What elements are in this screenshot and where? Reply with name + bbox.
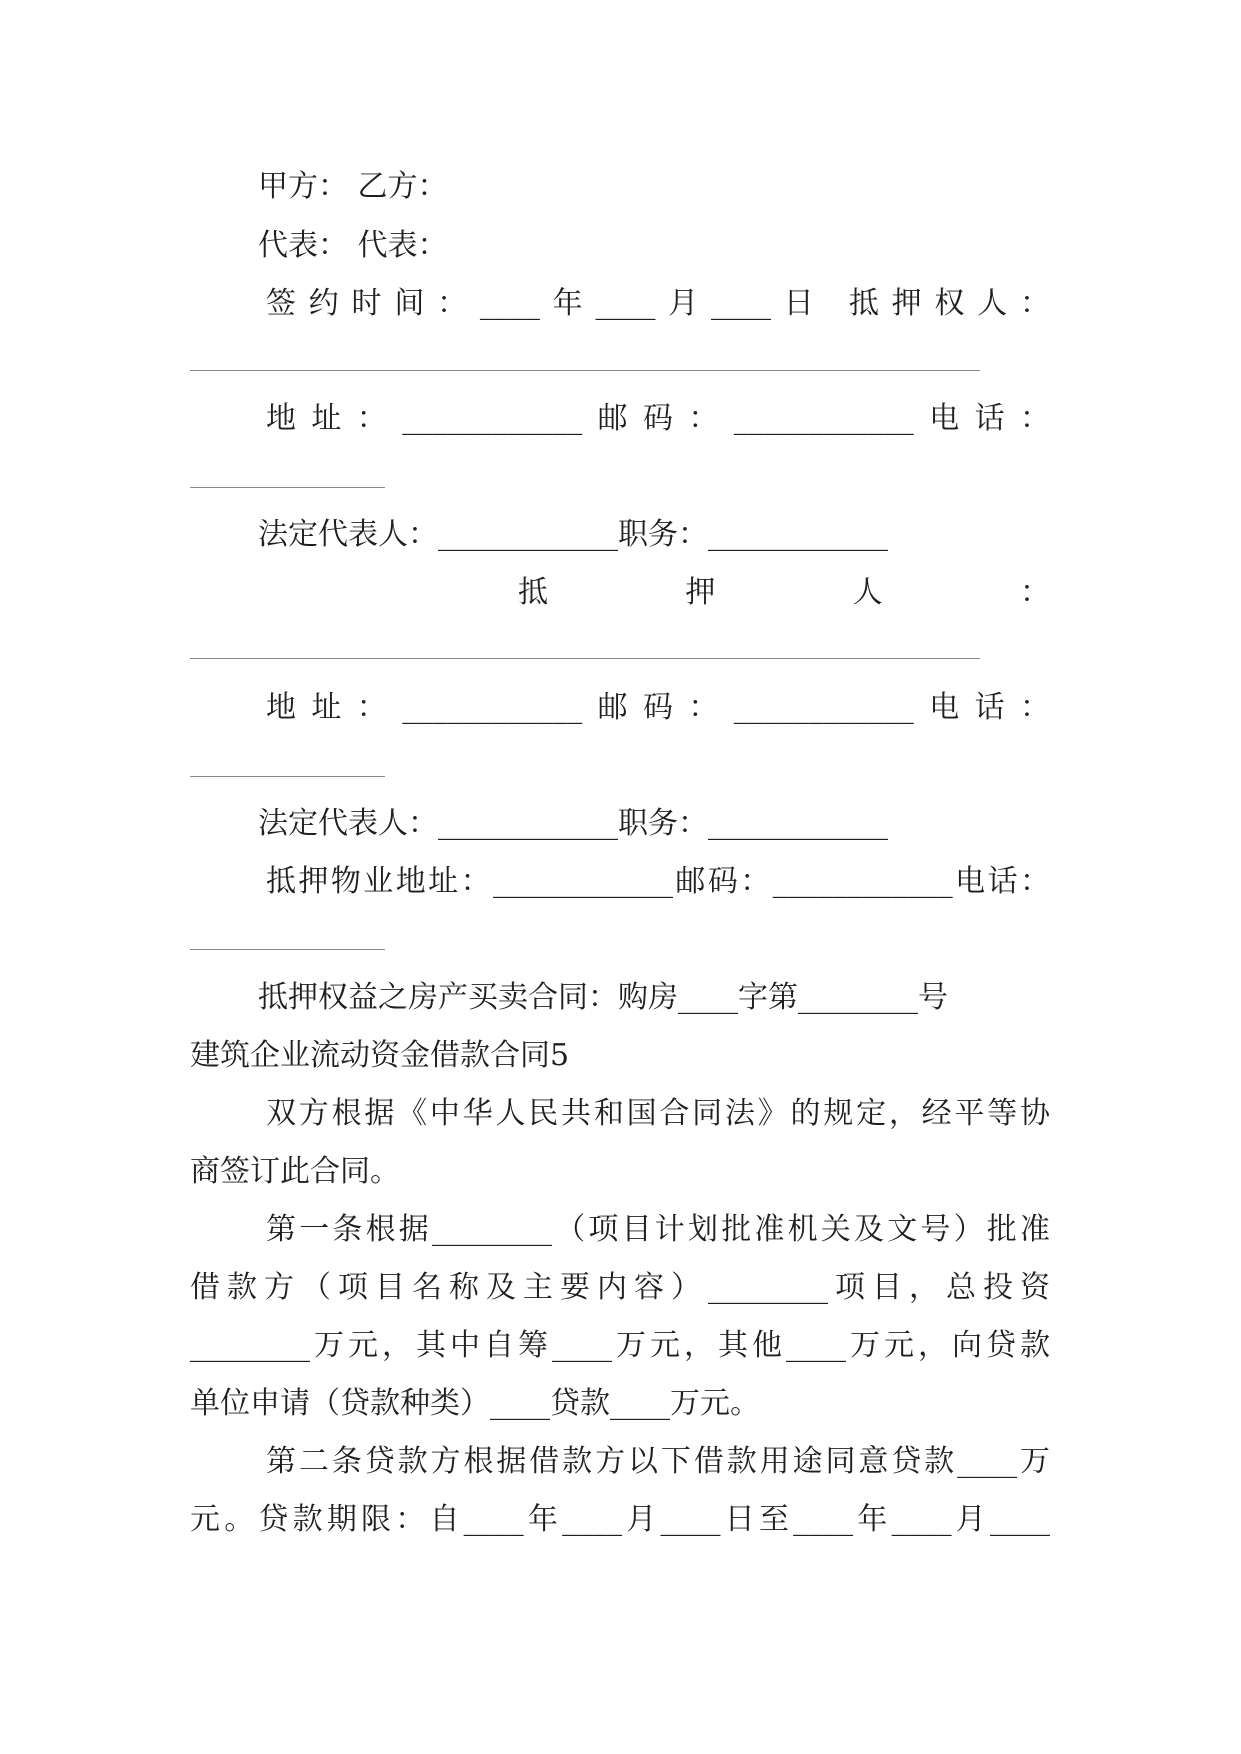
body-line: 单位申请（贷款种类）____贷款____万元。 <box>190 1386 760 1421</box>
blank-rule <box>190 949 385 950</box>
article-two-line: 第二条贷款方根据借款方以下借款用途同意贷款____万 <box>266 1444 1050 1479</box>
sale-contract-line: 抵押权益之房产买卖合同：购房____字第________号 <box>258 980 948 1015</box>
signing-date-line: 签约时间：____年____月____日 抵押权人： <box>266 286 1050 321</box>
mortgagor-address-line: 地址：____________邮码：____________电话： <box>266 690 1050 725</box>
blank-rule <box>190 658 980 659</box>
property-address-line: 抵押物业地址：____________邮码：____________电话： <box>266 864 1050 899</box>
body-line: 元。贷款期限：自____年____月____日至____年____月____ <box>190 1502 1050 1537</box>
body-line: 借款方（项目名称及主要内容）________项目，总投资 <box>190 1270 1050 1305</box>
body-line: 商签订此合同。 <box>190 1154 400 1189</box>
party-line: 甲方： 乙方： <box>258 169 448 204</box>
mortgagee-legal-rep-line: 法定代表人：____________职务：____________ <box>258 517 888 552</box>
contract-title: 建筑企业流动资金借款合同5 <box>190 1038 570 1073</box>
blank-rule <box>190 776 385 777</box>
body-line: 双方根据《中华人民共和国合同法》的规定，经平等协 <box>266 1096 1050 1131</box>
mortgagee-address-line: 地址：____________邮码：____________电话： <box>266 401 1050 436</box>
representative-line: 代表： 代表： <box>258 228 448 263</box>
mortgagor-legal-rep-line: 法定代表人：____________职务：____________ <box>258 806 888 841</box>
blank-rule <box>190 487 385 488</box>
body-line: ________万元，其中自筹____万元，其他____万元，向贷款 <box>190 1328 1050 1363</box>
article-one-line: 第一条根据________（项目计划批准机关及文号）批准 <box>266 1212 1050 1247</box>
blank-rule <box>190 370 980 371</box>
mortgagor-heading-line: 抵押人： <box>518 575 1050 610</box>
